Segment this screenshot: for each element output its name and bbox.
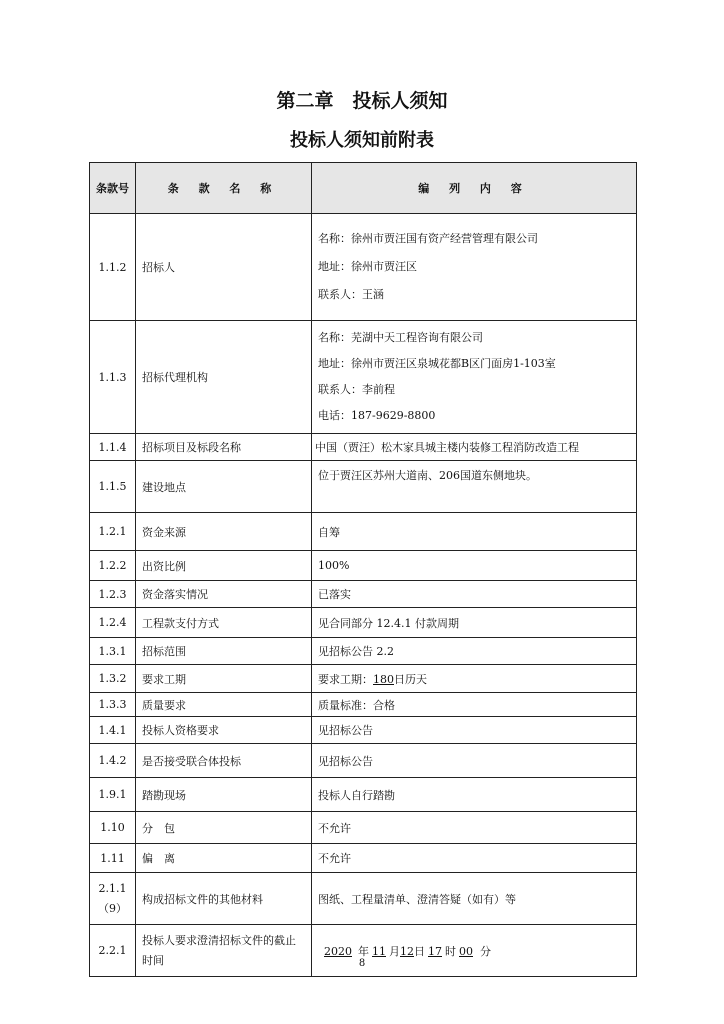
clause-content: 不允许 <box>312 844 637 873</box>
page-number: 8 <box>358 958 366 969</box>
clause-name: 分 包 <box>136 812 312 844</box>
table-row <box>90 693 637 717</box>
clause-number: 1.9.1 <box>90 778 136 812</box>
table-row <box>90 581 637 608</box>
clause-content: 见招标公告 <box>312 717 637 744</box>
clause-content: 已落实 <box>312 581 637 608</box>
table-row <box>90 321 637 434</box>
clause-content <box>312 214 637 321</box>
clause-name: 投标人资格要求 <box>136 717 312 744</box>
clause-content: 见招标公告 <box>312 744 637 778</box>
clause-number: 1.2.4 <box>90 608 136 638</box>
clause-number: 1.2.1 <box>90 513 136 551</box>
header-content: 编 列 内 容 <box>312 163 637 214</box>
table-row <box>90 778 637 812</box>
deadline-minute-label: 分 <box>480 944 491 958</box>
table-row <box>90 513 637 551</box>
table-row <box>90 461 637 513</box>
clause-name: 招标项目及标段名称 <box>136 434 312 461</box>
table-row <box>90 638 637 665</box>
clause-name: 工程款支付方式 <box>136 608 312 638</box>
duration-prefix: 要求工期： <box>318 672 373 686</box>
content-line: 地址：徐州市贾汪区泉城花都B区门面房1-103室 <box>318 357 556 370</box>
table-row <box>90 214 637 321</box>
clause-name: 招标范围 <box>136 638 312 665</box>
clause-number: 1.11 <box>90 844 136 873</box>
clause-number: 1.10 <box>90 812 136 844</box>
deadline-hour: 17 <box>428 944 442 958</box>
table-row <box>90 551 637 581</box>
chapter-title: 第二章 投标人须知 <box>276 90 448 112</box>
clause-number <box>90 873 136 925</box>
clause-content: 中国（贾汪）松木家具城主楼内装修工程消防改造工程 <box>312 434 637 461</box>
clause-name: 出资比例 <box>136 551 312 581</box>
bidder-instructions-table <box>89 162 637 977</box>
deadline-month-label: 月 <box>389 944 400 958</box>
clause-number: 1.1.4 <box>90 434 136 461</box>
table-row <box>90 744 637 778</box>
clause-name: 资金落实情况 <box>136 581 312 608</box>
content-line: 联系人：王涵 <box>318 288 384 301</box>
clause-number: 1.2.2 <box>90 551 136 581</box>
table-row <box>90 844 637 873</box>
clause-number-line: 2.1.1 <box>98 881 127 895</box>
clause-name: 质量要求 <box>136 693 312 717</box>
clause-content: 见招标公告 2.2 <box>312 638 637 665</box>
clause-number: 1.3.2 <box>90 665 136 693</box>
clause-name: 资金来源 <box>136 513 312 551</box>
table-header-row <box>90 163 637 214</box>
content-line: 名称：芜湖中天工程咨询有限公司 <box>318 331 483 344</box>
clause-name: 招标代理机构 <box>136 321 312 434</box>
clause-name: 偏 离 <box>136 844 312 873</box>
deadline-day: 12 <box>400 944 414 958</box>
deadline-month: 11 <box>372 944 386 958</box>
table-title: 投标人须知前附表 <box>290 130 434 151</box>
clause-content <box>312 665 637 693</box>
clause-name: 踏勘现场 <box>136 778 312 812</box>
clause-name: 建设地点 <box>136 461 312 513</box>
deadline-year: 2020 <box>324 944 352 958</box>
clause-content: 见合同部分 12.4.1 付款周期 <box>312 608 637 638</box>
clause-number-line: （9） <box>98 901 127 915</box>
table-row <box>90 608 637 638</box>
duration-days: 180 <box>373 672 394 686</box>
clause-number: 1.1.3 <box>90 321 136 434</box>
clause-number: 1.3.1 <box>90 638 136 665</box>
clause-number: 1.4.1 <box>90 717 136 744</box>
header-clause-name: 条 款 名 称 <box>136 163 312 214</box>
content-line: 电话：187-9629-8800 <box>318 409 436 422</box>
clause-name: 是否接受联合体投标 <box>136 744 312 778</box>
header-clause-number: 条款号 <box>90 163 136 214</box>
clause-content: 100% <box>312 551 637 581</box>
table-row <box>90 812 637 844</box>
clause-number: 1.3.3 <box>90 693 136 717</box>
content-line: 名称：徐州市贾汪国有资产经营管理有限公司 <box>318 232 538 245</box>
content-line: 地址：徐州市贾汪区 <box>318 260 417 273</box>
clause-content: 位于贾汪区苏州大道南、206国道东侧地块。 <box>312 461 637 513</box>
clause-name: 要求工期 <box>136 665 312 693</box>
clause-content: 投标人自行踏勘 <box>312 778 637 812</box>
deadline-year-label: 年 <box>358 944 369 958</box>
table-row <box>90 873 637 925</box>
deadline-day-label: 日 <box>414 944 425 958</box>
table-row <box>90 434 637 461</box>
table-row <box>90 717 637 744</box>
clause-content: 图纸、工程量清单、澄清答疑（如有）等 <box>312 873 637 925</box>
clause-content <box>312 321 637 434</box>
clause-content: 不允许 <box>312 812 637 844</box>
clause-number: 1.1.5 <box>90 461 136 513</box>
clause-name: 构成招标文件的其他材料 <box>136 873 312 925</box>
content-line: 联系人：李前程 <box>318 383 395 396</box>
clause-name: 招标人 <box>136 214 312 321</box>
clause-content: 自筹 <box>312 513 637 551</box>
clause-number: 1.1.2 <box>90 214 136 321</box>
clause-content: 质量标准：合格 <box>312 693 637 717</box>
clause-number: 1.4.2 <box>90 744 136 778</box>
clause-name: 投标人要求澄清招标文件的截止时间 <box>136 925 312 977</box>
deadline-minute: 00 <box>459 944 473 958</box>
table-row <box>90 665 637 693</box>
clause-number: 2.2.1 <box>90 925 136 977</box>
deadline-hour-label: 时 <box>445 944 456 958</box>
duration-suffix: 日历天 <box>394 672 427 686</box>
clause-number: 1.2.3 <box>90 581 136 608</box>
